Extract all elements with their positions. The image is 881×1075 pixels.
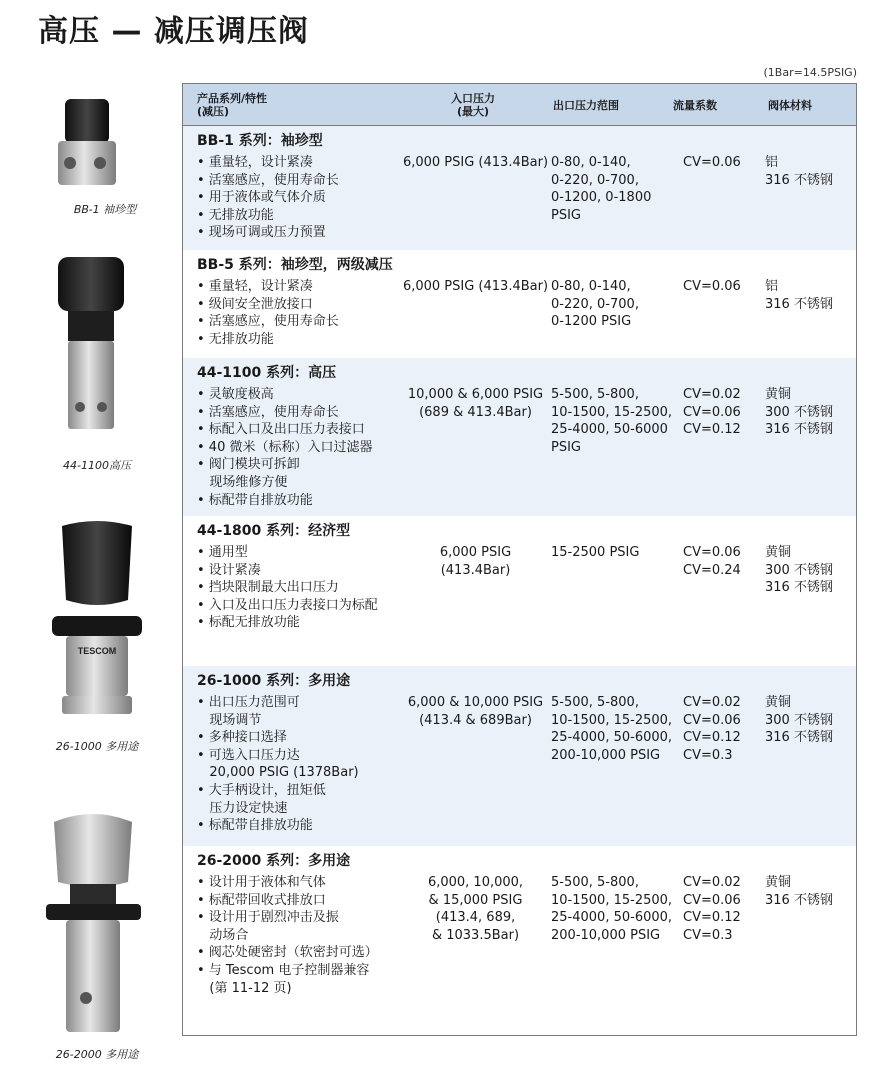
inlet-pressure: 6,000 PSIG (413.4Bar)	[402, 279, 549, 294]
regulator-spec-table	[182, 83, 857, 1036]
feature-item: • 标配带回收式排放口	[197, 892, 326, 908]
table-row	[183, 358, 856, 516]
table-header	[183, 84, 856, 126]
feature-item: • 设计紧凑	[197, 562, 261, 578]
outlet-range: 0-80, 0-140, 0-220, 0-700, 0-1200 PSIG	[551, 279, 639, 330]
outlet-range: 5-500, 5-800, 10-1500, 15-2500, 25-4000, 50-6000, 200-10,000 PSIG	[551, 875, 673, 943]
flow-coefficient: CV=0.02 CV=0.06 CV=0.12 CV=0.3	[683, 695, 741, 763]
series-name: BB-1 系列：袖珍型	[197, 133, 323, 149]
body-material: 黄铜 316 不锈钢	[765, 875, 833, 908]
feature-item: • 标配带自排放功能	[197, 492, 313, 508]
series-name: 44-1800 系列：经济型	[197, 523, 351, 539]
feature-item: • 无排放功能	[197, 331, 274, 347]
feature-item: • 阀芯处硬密封（软密封可选）	[197, 945, 378, 961]
feature-item: 20,000 PSIG (1378Bar)	[197, 765, 359, 781]
feature-item: • 出口压力范围可	[197, 695, 300, 710]
inlet-pressure: 6,000, 10,000, & 15,000 PSIG (413.4, 689, & 1033.5Bar)	[427, 875, 524, 943]
series-name: 44-1100 系列：高压	[197, 365, 337, 381]
header-outlet: 出口压力范围	[553, 98, 619, 112]
table-row	[183, 666, 856, 846]
26-1000-caption: 26-1000 多用途	[55, 740, 139, 753]
feature-item: • 级间安全泄放接口	[197, 296, 313, 312]
feature-item: • 可选入口压力达	[197, 747, 300, 763]
flow-coefficient: CV=0.02 CV=0.06 CV=0.12 CV=0.3	[683, 875, 741, 943]
table-row	[183, 516, 856, 666]
outlet-range: 5-500, 5-800, 10-1500, 15-2500, 25-4000, 50-6000, 200-10,000 PSIG	[551, 695, 673, 763]
feature-item: • 设计用于液体和气体	[197, 875, 326, 890]
body-material: 黄铜 300 不锈钢 316 不锈钢	[765, 695, 833, 746]
outlet-range: 0-80, 0-140, 0-220, 0-700, 0-1200, 0-1800 PSIG	[551, 155, 652, 223]
series-name: 26-2000 系列：多用途	[197, 853, 351, 869]
feature-item: • 活塞感应，使用寿命长	[197, 314, 339, 330]
feature-item: • 标配无排放功能	[197, 615, 300, 631]
26-2000-regulator-image	[46, 812, 141, 1037]
feature-list	[197, 544, 412, 632]
bb1-regulator-image	[50, 97, 130, 192]
feature-list	[197, 386, 412, 509]
table-row	[183, 126, 856, 250]
flow-coefficient: CV=0.06	[683, 279, 741, 294]
inlet-pressure: 10,000 & 6,000 PSIG (689 & 413.4Bar)	[407, 387, 544, 420]
feature-item: • 大手柄设计，扭矩低	[197, 782, 326, 798]
feature-item: • 活塞感应，使用寿命长	[197, 172, 339, 188]
page-title: 高压 — 减压调压阀	[38, 14, 309, 49]
feature-item: • 阀门模块可拆卸	[197, 457, 300, 473]
feature-item: • 与 Tescom 电子控制器兼容	[197, 962, 370, 978]
feature-item: • 用于液体或气体介质	[197, 190, 326, 206]
feature-item: • 设计用于剧烈冲击及振	[197, 910, 339, 926]
header-series: 产品系列/特性 (减压)	[197, 92, 268, 118]
flow-coefficient: CV=0.06 CV=0.24	[683, 545, 741, 578]
unit-conversion-note: (1Bar=14.5PSIG)	[763, 66, 857, 79]
feature-item: • 挡块限制最大出口压力	[197, 580, 339, 596]
body-material: 黄铜 300 不锈钢 316 不锈钢	[765, 545, 833, 596]
feature-item: 现场调节	[197, 712, 262, 728]
table-row	[183, 846, 856, 1035]
26-1000-regulator-image	[52, 520, 142, 715]
table-row	[183, 250, 856, 358]
body-material: 铝 316 不锈钢	[765, 155, 833, 188]
feature-list	[197, 154, 412, 242]
feature-item: • 灵敏度极高	[197, 387, 274, 402]
inlet-pressure: 6,000 PSIG (413.4Bar)	[402, 155, 549, 170]
feature-list	[197, 874, 412, 997]
feature-item: 现场维修方便	[197, 474, 288, 490]
body-material: 铝 316 不锈钢	[765, 279, 833, 312]
feature-item: • 标配入口及出口压力表接口	[197, 422, 365, 438]
flow-coefficient: CV=0.02 CV=0.06 CV=0.12	[683, 387, 741, 438]
feature-item: • 通用型	[197, 545, 248, 560]
26-2000-caption: 26-2000 多用途	[55, 1048, 139, 1061]
feature-item: • 40 微米（标称）入口过滤器	[197, 439, 373, 455]
feature-item: • 活塞感应，使用寿命长	[197, 404, 339, 420]
series-name: 26-1000 系列：多用途	[197, 673, 351, 689]
feature-item: • 现场可调或压力预置	[197, 225, 326, 241]
feature-list	[197, 694, 412, 835]
feature-item: • 重量轻，设计紧凑	[197, 279, 313, 294]
feature-list	[197, 278, 412, 348]
feature-item: • 无排放功能	[197, 207, 274, 223]
feature-item: 动场合	[197, 927, 249, 943]
feature-item: 压力设定快速	[197, 800, 288, 816]
outlet-range: 15-2500 PSIG	[551, 545, 640, 560]
4411-caption: 44-1100高压	[63, 459, 131, 472]
inlet-pressure: 6,000 & 10,000 PSIG (413.4 & 689Bar)	[407, 695, 544, 728]
flow-coefficient: CV=0.06	[683, 155, 741, 170]
header-material: 阀体材料	[768, 98, 812, 112]
bb1-caption: BB-1 袖珍型	[73, 203, 137, 216]
feature-item: • 多种接口选择	[197, 730, 287, 746]
header-inlet: 入口压力 (最大)	[451, 92, 495, 118]
inlet-pressure: 6,000 PSIG (413.4Bar)	[439, 545, 512, 578]
body-material: 黄铜 300 不锈钢 316 不锈钢	[765, 387, 833, 438]
feature-item: • 入口及出口压力表接口为标配	[197, 597, 378, 613]
tescom-label: TESCOM	[77, 646, 117, 656]
series-name: BB-5 系列：袖珍型，两级减压	[197, 257, 393, 273]
header-cv: 流量系数	[673, 98, 717, 112]
outlet-range: 5-500, 5-800, 10-1500, 15-2500, 25-4000, 50-6000 PSIG	[551, 387, 673, 455]
bb5-regulator-image	[56, 257, 128, 432]
feature-item: • 标配带自排放功能	[197, 818, 313, 834]
feature-item: • 重量轻，设计紧凑	[197, 155, 313, 170]
feature-item: (第 11-12 页)	[197, 980, 292, 996]
